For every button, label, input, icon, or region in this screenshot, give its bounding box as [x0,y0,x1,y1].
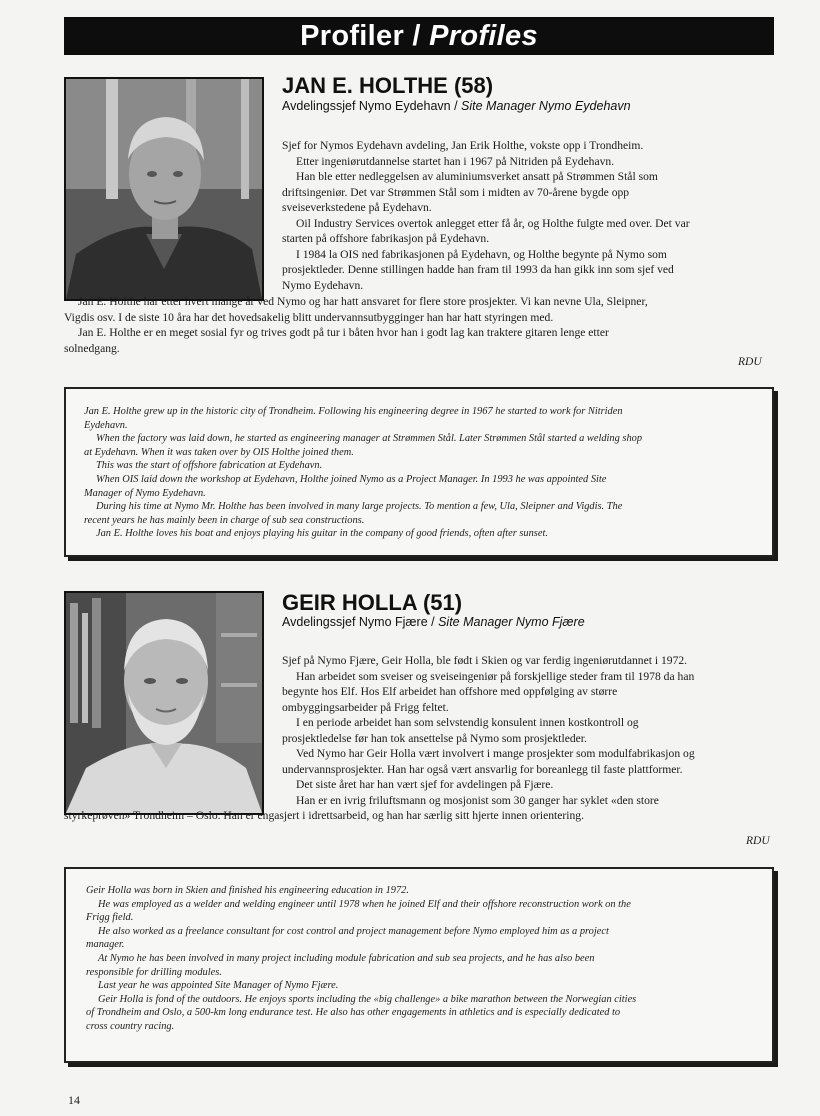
english-line: During his time at Nymo Mr. Holthe has been involved in many large projects. To mention a few, Ula, Sleipner and Vigdis. The [96,501,623,513]
english-line: Geir Holla is fond of the outdoors. He enjoys sports including the «big challenge» a bike marathon between the Norwegian cities [98,993,637,1005]
english-line: At Nymo he has been involved in many project including module fabrication and sub sea projects, and he has also been [98,952,595,964]
body-line: Han er en ivrig friluftsmann og mosjonist som 30 ganger har syklet «den store [296,793,659,807]
profile1-english-text [84,405,756,541]
english-line: responsible for drilling modules. [86,966,222,978]
english-line: He was employed as a welder and welding engineer until 1978 when he joined Elf and their offshore reconstruction work on the [98,898,631,910]
page-number: 14 [68,1093,80,1107]
english-line: Geir Holla was born in Skien and finished his engineering education in 1972. [86,885,409,896]
profile2-english-text [86,884,756,1034]
profile1-body-full [64,294,774,356]
body-line: Han arbeidet som sveiser og sveiseingeniør på forskjellige steder fram til 1978 da han [296,669,695,683]
english-line: Jan E. Holthe loves his boat and enjoys playing his guitar in the company of good friends, often after sunset. [96,528,548,540]
body-line: I 1984 la OIS ned fabrikasjonen på Eydehavn, og Holthe begynte på Nymo som [296,247,667,261]
body-line: sveiseverkstedene på Eydehavn. [282,201,432,214]
profile1-body [282,138,774,293]
english-line: Last year he was appointed Site Manager of Nymo Fjære. [98,980,339,992]
english-line: This was the start of offshore fabrication at Eydehavn. [96,460,323,472]
portrait-jan-holthe [64,77,264,301]
title-norwegian: Profiler / [300,20,430,52]
profile1-signature: RDU [738,356,762,368]
body-line: Vigdis osv. I de siste 10 åra har det hovedsakelig blitt undervannsutbygginger han har hatt styringen med. [64,310,554,324]
english-line: of Trondheim and Oslo, a 500-km long endurance test. He also has other engagements in athletics and is especially dedicated to [86,1007,621,1019]
body-line: begynte hos Elf. Hos Elf arbeidet han offshore med oppfølging av større [282,685,618,698]
english-line: He also worked as a freelance consultant for cost control and project management before Nymo employed him as a project [98,925,609,937]
english-line: When OIS laid down the workshop at Eydehavn, Holthe joined Nymo as a Project Manager. In 1993 he was appointed Site [96,473,607,485]
english-line: manager. [86,939,125,951]
profile1-role-en: Site Manager Nymo Eydehavn [461,99,631,113]
profile1-role-no: Avdelingssjef Nymo Eydehavn / [282,99,462,113]
english-line: Frigg field. [86,912,134,924]
profile2-role-en: Site Manager Nymo Fjære [438,615,585,629]
body-line: Ved Nymo har Geir Holla vært involvert i mange prosjekter som modulfabrikasjon og [296,747,695,760]
body-line: Nymo Eydehavn. [282,278,364,292]
english-line: cross country racing. [86,1020,175,1032]
body-line: undervannsprosjekter. Han har også vært ansvarlig for boreanlegg til faste plattformer. [282,762,683,776]
body-line: driftsingeniør. Det var Strømmen Stål som i midten av 70-årene bygde opp [282,185,630,199]
profile2-body-full [64,808,774,824]
body-line: Sjef på Nymo Fjære, Geir Holla, ble født i Skien og var ferdig ingeniørutdannet i 1972. [282,654,688,667]
profile2-role [282,615,585,629]
page-title-banner [64,17,774,55]
body-line: starten på offshore fabrikasjon på Eydehavn. [282,232,490,245]
profile2-body [282,653,774,808]
profile2-role-no: Avdelingssjef Nymo Fjære / [282,615,439,629]
profile1-role [282,99,631,113]
body-line: Sjef for Nymos Eydehavn avdeling, Jan Erik Holthe, vokste opp i Trondheim. [282,139,644,152]
profile2-english-box [64,867,774,1063]
body-line: prosjektleder. Denne stillingen hadde han fram til 1993 da han gikk inn som sjef ved [282,263,674,276]
title-english: Profiles [429,20,538,52]
body-line: I en periode arbeidet han som selvstendig konsulent innen kostkontroll og [296,716,639,729]
body-line: styrkeprøven» Trondheim – Oslo. Han er engasjert i idrettsarbeid, og han har særlig sitt hjerte innen orientering. [64,809,584,822]
english-line: at Eydehavn. When it was taken over by OIS Holthe joined them. [84,446,354,458]
body-line: Han ble etter nedleggelsen av aluminiumsverket ansatt på Strømmen Stål som [296,170,658,183]
english-line: Manager of Nymo Eydehavn. [84,487,206,499]
english-line: Jan E. Holthe grew up in the historic city of Trondheim. Following his engineering degree in 1967 he started to work for Nitriden [84,406,623,417]
profile1-name: JAN E. HOLTHE (58) [282,73,494,98]
english-line: recent years he has mainly been in charge of sub sea constructions. [84,514,365,526]
profile2-name: GEIR HOLLA (51) [282,590,463,615]
portrait-geir-holla [64,591,264,815]
body-line: solnedgang. [64,341,120,355]
body-line: Etter ingeniørutdannelse startet han i 1967 på Nitriden på Eydehavn. [296,154,615,168]
body-line: Det siste året har han vært sjef for avdelingen på Fjære. [296,778,554,791]
body-line: ombyggingsarbeider på Frigg feltet. [282,700,449,714]
body-line: Oil Industry Services overtok anlegget etter få år, og Holthe fulgte med over. Det var [296,216,690,230]
body-line: Jan E. Holthe er en meget sosial fyr og trives godt på tur i båten hvor han i godt lag kan traktere gitaren lenge etter [78,326,609,339]
profile2-signature: RDU [746,835,770,847]
english-line: When the factory was laid down, he started as engineering manager at Strømmen Stål. Later Strømmen Stål started a welding shop [96,433,643,445]
body-line: Jan E. Holthe har etter hvert mange år ved Nymo og har hatt ansvaret for flere store prosjekter. Vi kan nevne Ula, Sleipner, [78,295,648,308]
english-line: Eydehavn. [84,419,128,431]
body-line: prosjektledelse før han tok ansettelse på Nymo som prosjektleder. [282,731,587,745]
profile1-english-box [64,387,774,557]
